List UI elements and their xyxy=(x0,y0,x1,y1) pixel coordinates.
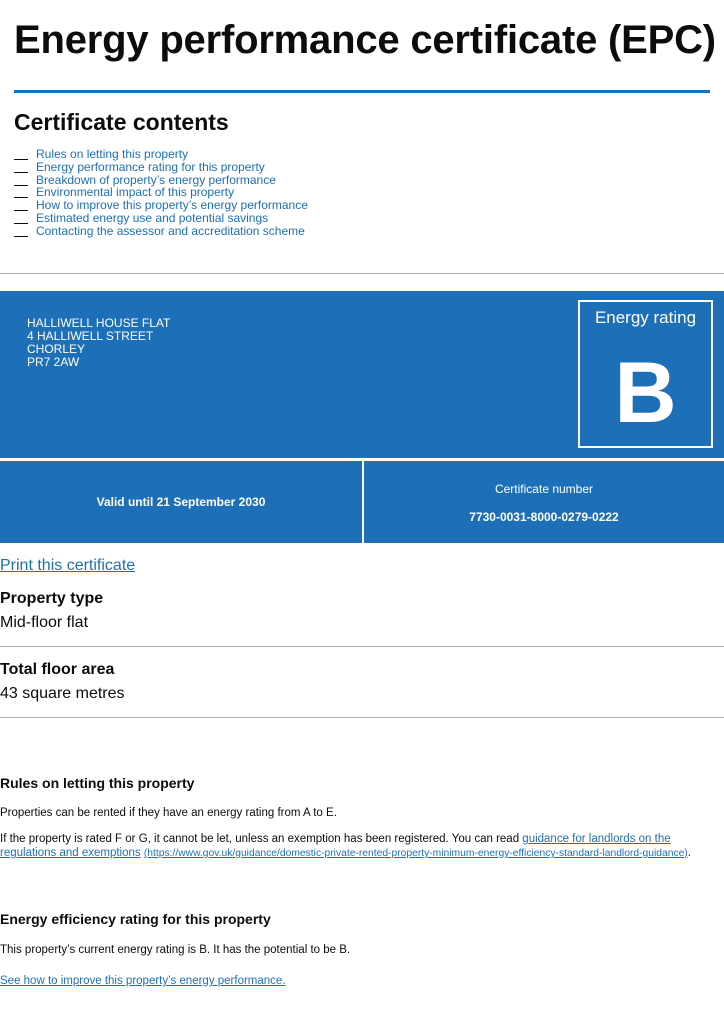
energy-rating-label: Energy rating xyxy=(594,308,697,327)
address-line-1: HALLIWELL HOUSE FLAT xyxy=(27,316,171,330)
contents-heading: Certificate contents xyxy=(14,109,229,135)
property-header-panel xyxy=(0,291,724,458)
property-address xyxy=(27,317,170,369)
title-divider xyxy=(14,90,710,93)
rules-paragraph-2-text: If the property is rated F or G, it cannot be let, unless an exemption has been registered. You can read xyxy=(0,833,523,845)
contents-link-improve[interactable]: How to improve this property’s energy performance xyxy=(36,198,308,213)
page-title: Energy performance certificate (EPC) xyxy=(14,18,716,62)
summary-divider xyxy=(0,646,724,647)
address-line-4: PR7 2AW xyxy=(27,355,80,369)
landlord-guidance-link[interactable]: guidance for landlords on the regulations and exemptions xyxy=(0,833,671,859)
property-type-label: Property type xyxy=(0,590,104,607)
validity-cell xyxy=(0,461,362,543)
certificate-info-row xyxy=(0,461,724,543)
address-line-2: 4 HALLIWELL STREET xyxy=(27,329,154,343)
rules-paragraph-2 xyxy=(0,832,720,861)
rules-paragraph-2-end: . xyxy=(687,847,691,859)
certificate-number-label: Certificate number xyxy=(494,482,594,496)
efficiency-heading: Energy efficiency rating for this property xyxy=(0,911,271,927)
contents-link-environment[interactable]: Environmental impact of this property xyxy=(36,185,235,200)
rules-paragraph-1: Properties can be rented if they have an energy rating from A to E. xyxy=(0,807,337,819)
property-type-value: Mid-floor flat xyxy=(0,614,89,631)
energy-rating-letter: B xyxy=(614,345,677,441)
valid-until-text: Valid until 21 September 2030 xyxy=(96,495,266,509)
floor-area-value: 43 square metres xyxy=(0,685,125,702)
improve-performance-link[interactable]: See how to improve this property’s energy performance. xyxy=(0,975,286,987)
section-divider xyxy=(0,273,724,274)
certificate-number-cell xyxy=(364,461,724,543)
floor-area-label: Total floor area xyxy=(0,661,115,678)
contents-item xyxy=(14,225,308,238)
energy-rating-box xyxy=(578,300,713,448)
contents-link-breakdown[interactable]: Breakdown of property’s energy performance xyxy=(36,172,276,187)
certificate-number-value: 7730-0031-8000-0279-0222 xyxy=(469,510,619,524)
contents-link-assessor[interactable]: Contacting the assessor and accreditation scheme xyxy=(36,223,305,238)
contents-list xyxy=(14,148,308,238)
contents-link-savings[interactable]: Estimated energy use and potential savings xyxy=(36,210,269,225)
efficiency-paragraph: This property’s current energy rating is B. It has the potential to be B. xyxy=(0,944,351,956)
contents-link-rating[interactable]: Energy performance rating for this property xyxy=(36,159,265,174)
rules-heading: Rules on letting this property xyxy=(0,775,195,791)
print-certificate-link[interactable]: Print this certificate xyxy=(0,557,136,574)
summary-divider xyxy=(0,717,724,718)
landlord-guidance-url[interactable]: (https://www.gov.uk/guidance/domestic-private-rented-property-minimum-energy-efficiency-standard-landlord-guidance) xyxy=(143,848,688,859)
list-dash xyxy=(14,236,28,237)
address-line-3: CHORLEY xyxy=(27,342,86,356)
contents-link-rules[interactable]: Rules on letting this property xyxy=(36,147,189,161)
efficiency-link-paragraph xyxy=(0,974,720,988)
